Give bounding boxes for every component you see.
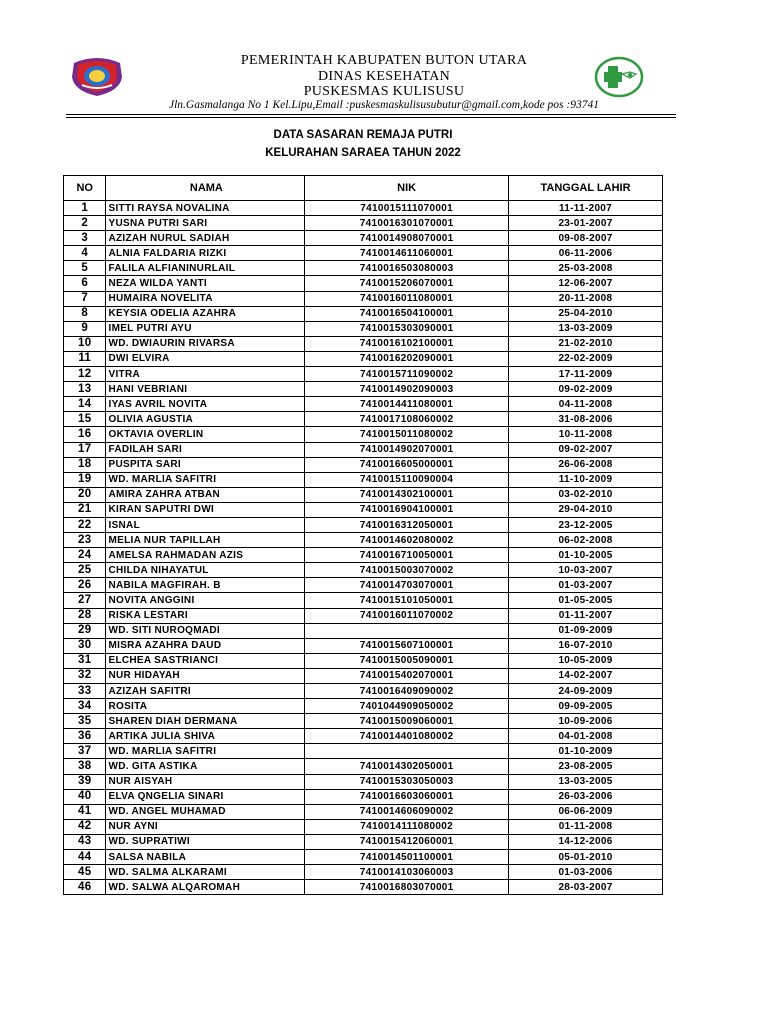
cell-nik: 7410015111070001: [305, 201, 509, 216]
cell-no: 16: [64, 427, 106, 442]
data-table: [63, 175, 663, 895]
cell-nik: 7410015101050001: [305, 593, 509, 608]
cell-tgl: 14-02-2007: [509, 668, 663, 683]
cell-nama: RISKA LESTARI: [106, 608, 305, 623]
cell-no: 9: [64, 321, 106, 336]
table-row: [64, 834, 663, 849]
cell-tgl: 04-11-2008: [509, 397, 663, 412]
cell-nama: WD. DWIAURIN RIVARSA: [106, 336, 305, 351]
cell-nama: WD. SALMA ALKARAMI: [106, 865, 305, 880]
cell-nik: 7410015110090004: [305, 472, 509, 487]
cell-tgl: 04-01-2008: [509, 729, 663, 744]
cell-nik: 7410016301070001: [305, 216, 509, 231]
cell-nik: 7410016603060001: [305, 789, 509, 804]
cell-nama: AMELSA RAHMADAN AZIS: [106, 548, 305, 563]
cell-nama: MISRA AZAHRA DAUD: [106, 638, 305, 653]
table-row: [64, 578, 663, 593]
letterhead: [0, 0, 768, 120]
cell-tgl: 01-11-2007: [509, 608, 663, 623]
cell-nik: 7410014411080001: [305, 397, 509, 412]
cell-nama: NUR AISYAH: [106, 774, 305, 789]
cell-nama: WD. SUPRATIWI: [106, 834, 305, 849]
cell-no: 42: [64, 819, 106, 834]
cell-no: 18: [64, 457, 106, 472]
cell-no: 25: [64, 563, 106, 578]
cell-nama: VITRA: [106, 367, 305, 382]
cell-no: 24: [64, 548, 106, 563]
table-row: [64, 804, 663, 819]
cell-nama: HANI VEBRIANI: [106, 382, 305, 397]
table-row: [64, 502, 663, 517]
table-row: [64, 714, 663, 729]
cell-tgl: 01-03-2007: [509, 578, 663, 593]
cell-nik: 7410015303090001: [305, 321, 509, 336]
cell-no: 41: [64, 804, 106, 819]
cell-tgl: 01-10-2005: [509, 548, 663, 563]
cell-no: 43: [64, 834, 106, 849]
cell-nik: 7410014611060001: [305, 246, 509, 261]
cell-nama: ELCHEA SASTRIANCI: [106, 653, 305, 668]
cell-tgl: 29-04-2010: [509, 502, 663, 517]
cell-tgl: 28-03-2007: [509, 880, 663, 895]
cell-tgl: 31-08-2006: [509, 412, 663, 427]
cell-tgl: 10-03-2007: [509, 563, 663, 578]
clinic-address: Jln.Gasmalanga No 1 Kel.Lipu,Email :puskesmaskulisusubutur@gmail.com,kode pos :93741: [169, 99, 599, 111]
cell-tgl: 10-05-2009: [509, 653, 663, 668]
cell-nik: 7410015303050003: [305, 774, 509, 789]
cell-tgl: 24-09-2009: [509, 684, 663, 699]
cell-tgl: 11-11-2007: [509, 201, 663, 216]
table-row: [64, 427, 663, 442]
table-row: [64, 593, 663, 608]
cell-no: 23: [64, 533, 106, 548]
table-row: [64, 819, 663, 834]
cell-no: 7: [64, 291, 106, 306]
table-row: [64, 668, 663, 683]
cell-nama: NOVITA ANGGINI: [106, 593, 305, 608]
cell-nik: 7410014302100001: [305, 487, 509, 502]
cell-tgl: 25-04-2010: [509, 306, 663, 321]
cell-no: 40: [64, 789, 106, 804]
cell-nik: 7410015011080002: [305, 427, 509, 442]
cell-no: 33: [64, 684, 106, 699]
cell-nik: 7410015009060001: [305, 714, 509, 729]
cell-nama: KEYSIA ODELIA AZAHRA: [106, 306, 305, 321]
cell-no: 19: [64, 472, 106, 487]
cell-nama: YUSNA PUTRI SARI: [106, 216, 305, 231]
cell-tgl: 26-06-2008: [509, 457, 663, 472]
cell-nama: WD. ANGEL MUHAMAD: [106, 804, 305, 819]
cell-nama: FADILAH SARI: [106, 442, 305, 457]
cell-no: 28: [64, 608, 106, 623]
cell-nama: WD. MARLIA SAFITRI: [106, 472, 305, 487]
cell-nik: 7410015711090002: [305, 367, 509, 382]
cell-no: 21: [64, 502, 106, 517]
table-body: [64, 201, 663, 895]
cell-tgl: 17-11-2009: [509, 367, 663, 382]
cell-nama: ISNAL: [106, 517, 305, 532]
cell-no: 3: [64, 231, 106, 246]
cell-nik: 7410015003070002: [305, 563, 509, 578]
cell-tgl: 09-02-2009: [509, 382, 663, 397]
cell-nik: 7410016102100001: [305, 336, 509, 351]
cell-no: 2: [64, 216, 106, 231]
header-nama: NAMA: [106, 176, 305, 201]
cell-nik: 7410015412060001: [305, 834, 509, 849]
cell-nik: 7410014908070001: [305, 231, 509, 246]
cell-tgl: 06-11-2006: [509, 246, 663, 261]
cell-nama: OKTAVIA OVERLIN: [106, 427, 305, 442]
cell-no: 46: [64, 880, 106, 895]
table-row: [64, 261, 663, 276]
cell-tgl: 13-03-2009: [509, 321, 663, 336]
cell-no: 27: [64, 593, 106, 608]
cell-tgl: 06-02-2008: [509, 533, 663, 548]
table-row: [64, 533, 663, 548]
cell-tgl: 16-07-2010: [509, 638, 663, 653]
cell-no: 38: [64, 759, 106, 774]
header-no: NO: [64, 176, 106, 201]
table-row: [64, 638, 663, 653]
table-row: [64, 684, 663, 699]
cell-no: 22: [64, 517, 106, 532]
cell-no: 6: [64, 276, 106, 291]
cell-no: 1: [64, 201, 106, 216]
table-row: [64, 336, 663, 351]
table-row: [64, 865, 663, 880]
cell-nama: AZIZAH SAFITRI: [106, 684, 305, 699]
cell-no: 5: [64, 261, 106, 276]
table-row: [64, 487, 663, 502]
cell-nama: ALNIA FALDARIA RIZKI: [106, 246, 305, 261]
table-row: [64, 517, 663, 532]
cell-tgl: 12-06-2007: [509, 276, 663, 291]
cell-nama: NEZA WILDA YANTI: [106, 276, 305, 291]
table-row: [64, 653, 663, 668]
table-row: [64, 246, 663, 261]
cell-nik: 7410016011080001: [305, 291, 509, 306]
cell-nik: 7410017108060002: [305, 412, 509, 427]
cell-nama: AMIRA ZAHRA ATBAN: [106, 487, 305, 502]
cell-nik: 7410016011070002: [305, 608, 509, 623]
cell-no: 34: [64, 699, 106, 714]
cell-no: 30: [64, 638, 106, 653]
cell-nama: MELIA NUR TAPILLAH: [106, 533, 305, 548]
cell-nik: 7410015607100001: [305, 638, 509, 653]
cell-nama: ROSITA: [106, 699, 305, 714]
cell-tgl: 21-02-2010: [509, 336, 663, 351]
cell-no: 12: [64, 367, 106, 382]
table-row: [64, 744, 663, 759]
cell-no: 14: [64, 397, 106, 412]
table-row: [64, 231, 663, 246]
cell-nik: 7410016503080003: [305, 261, 509, 276]
cell-nik: 7410014902070001: [305, 442, 509, 457]
cell-nama: PUSPITA SARI: [106, 457, 305, 472]
cell-nama: WD. SALWA ALQAROMAH: [106, 880, 305, 895]
cell-tgl: 10-11-2008: [509, 427, 663, 442]
agency-name: DINAS KESEHATAN: [317, 69, 451, 84]
cell-nik: 7410014602080002: [305, 533, 509, 548]
cell-tgl: 10-09-2006: [509, 714, 663, 729]
cell-nama: WD. GITA ASTIKA: [106, 759, 305, 774]
table-row: [64, 472, 663, 487]
cell-nama: SALSA NABILA: [106, 850, 305, 865]
table-row: [64, 759, 663, 774]
table-row: [64, 699, 663, 714]
cell-tgl: 01-05-2005: [509, 593, 663, 608]
cell-tgl: 03-02-2010: [509, 487, 663, 502]
cell-tgl: 01-09-2009: [509, 623, 663, 638]
document-subtitle: KELURAHAN SARAEA TAHUN 2022: [265, 147, 461, 159]
cell-nik: 7410016605000001: [305, 457, 509, 472]
cell-no: 44: [64, 850, 106, 865]
table-row: [64, 306, 663, 321]
cell-nama: SITTI RAYSA NOVALINA: [106, 201, 305, 216]
cell-nik: [305, 623, 509, 638]
cell-no: 11: [64, 351, 106, 366]
letterhead-divider: [66, 114, 676, 115]
table-row: [64, 442, 663, 457]
cell-nama: FALILA ALFIANINURLAIL: [106, 261, 305, 276]
cell-no: 13: [64, 382, 106, 397]
cell-tgl: 23-12-2005: [509, 517, 663, 532]
cell-no: 29: [64, 623, 106, 638]
table-row: [64, 774, 663, 789]
government-name: PEMERINTAH KABUPATEN BUTON UTARA: [240, 53, 528, 68]
cell-nama: OLIVIA AGUSTIA: [106, 412, 305, 427]
cell-tgl: 01-03-2006: [509, 865, 663, 880]
cell-tgl: 13-03-2005: [509, 774, 663, 789]
cell-no: 15: [64, 412, 106, 427]
letterhead-divider-thin: [66, 117, 676, 118]
table-row: [64, 321, 663, 336]
cell-no: 31: [64, 653, 106, 668]
table-row: [64, 351, 663, 366]
table-row: [64, 291, 663, 306]
cell-nik: 7410015402070001: [305, 668, 509, 683]
header-nik: NIK: [305, 176, 509, 201]
cell-nama: AZIZAH NURUL SADIAH: [106, 231, 305, 246]
cell-nik: 7410016409090002: [305, 684, 509, 699]
cell-nama: DWI ELVIRA: [106, 351, 305, 366]
cell-tgl: 20-11-2008: [509, 291, 663, 306]
cell-no: 26: [64, 578, 106, 593]
cell-nik: 7410014501100001: [305, 850, 509, 865]
cell-nik: 7401044909050002: [305, 699, 509, 714]
table-row: [64, 382, 663, 397]
cell-no: 45: [64, 865, 106, 880]
cell-nik: 7410016202090001: [305, 351, 509, 366]
cell-tgl: 01-10-2009: [509, 744, 663, 759]
cell-nama: IMEL PUTRI AYU: [106, 321, 305, 336]
cell-no: 35: [64, 714, 106, 729]
cell-tgl: 26-03-2006: [509, 789, 663, 804]
cell-tgl: 09-02-2007: [509, 442, 663, 457]
cell-nik: 7410014111080002: [305, 819, 509, 834]
cell-nik: 7410016904100001: [305, 502, 509, 517]
cell-nama: WD. MARLIA SAFITRI: [106, 744, 305, 759]
cell-nik: 7410014703070001: [305, 578, 509, 593]
cell-tgl: 25-03-2008: [509, 261, 663, 276]
cell-nik: 7410016504100001: [305, 306, 509, 321]
cell-nik: 7410016710050001: [305, 548, 509, 563]
table-row: [64, 880, 663, 895]
cell-tgl: 23-08-2005: [509, 759, 663, 774]
table-row: [64, 457, 663, 472]
cell-no: 10: [64, 336, 106, 351]
cell-tgl: 11-10-2009: [509, 472, 663, 487]
cell-nik: 7410014302050001: [305, 759, 509, 774]
document-title: DATA SASARAN REMAJA PUTRI: [273, 129, 453, 141]
cell-nama: ARTIKA JULIA SHIVA: [106, 729, 305, 744]
cell-tgl: 06-06-2009: [509, 804, 663, 819]
cell-nama: HUMAIRA NOVELITA: [106, 291, 305, 306]
cell-no: 36: [64, 729, 106, 744]
table-row: [64, 548, 663, 563]
table-row: [64, 412, 663, 427]
cell-tgl: 01-11-2008: [509, 819, 663, 834]
cell-nik: 7410015005090001: [305, 653, 509, 668]
cell-nama: WD. SITI NUROQMADI: [106, 623, 305, 638]
cell-nik: 7410014401080002: [305, 729, 509, 744]
header-tanggal-lahir: TANGGAL LAHIR: [509, 176, 663, 201]
cell-no: 20: [64, 487, 106, 502]
cell-tgl: 22-02-2009: [509, 351, 663, 366]
table-row: [64, 729, 663, 744]
cell-nik: 7410014103060003: [305, 865, 509, 880]
cell-tgl: 14-12-2006: [509, 834, 663, 849]
cell-nama: NUR AYNI: [106, 819, 305, 834]
cell-no: 37: [64, 744, 106, 759]
cell-nik: [305, 744, 509, 759]
cell-nik: 7410014902090003: [305, 382, 509, 397]
table-header-row: [64, 176, 663, 201]
table-row: [64, 216, 663, 231]
cell-no: 17: [64, 442, 106, 457]
table-row: [64, 367, 663, 382]
cell-tgl: 05-01-2010: [509, 850, 663, 865]
table-row: [64, 850, 663, 865]
cell-nik: 7410016312050001: [305, 517, 509, 532]
cell-tgl: 23-01-2007: [509, 216, 663, 231]
cell-nama: SHAREN DIAH DERMANA: [106, 714, 305, 729]
cell-nama: NABILA MAGFIRAH. B: [106, 578, 305, 593]
cell-no: 8: [64, 306, 106, 321]
cell-nik: 7410015206070001: [305, 276, 509, 291]
clinic-name: PUSKESMAS KULISUSU: [303, 84, 465, 99]
cell-nik: 7410014606090002: [305, 804, 509, 819]
cell-nama: IYAS AVRIL NOVITA: [106, 397, 305, 412]
cell-no: 39: [64, 774, 106, 789]
table-row: [64, 608, 663, 623]
cell-nama: ELVA QNGELIA SINARI: [106, 789, 305, 804]
cell-no: 32: [64, 668, 106, 683]
table-row: [64, 563, 663, 578]
table-row: [64, 623, 663, 638]
cell-nama: CHILDA NIHAYATUL: [106, 563, 305, 578]
cell-nama: KIRAN SAPUTRI DWI: [106, 502, 305, 517]
cell-tgl: 09-08-2007: [509, 231, 663, 246]
table-row: [64, 201, 663, 216]
cell-nik: 7410016803070001: [305, 880, 509, 895]
cell-no: 4: [64, 246, 106, 261]
table-row: [64, 276, 663, 291]
cell-tgl: 09-09-2005: [509, 699, 663, 714]
table-row: [64, 397, 663, 412]
cell-nama: NUR HIDAYAH: [106, 668, 305, 683]
table-row: [64, 789, 663, 804]
